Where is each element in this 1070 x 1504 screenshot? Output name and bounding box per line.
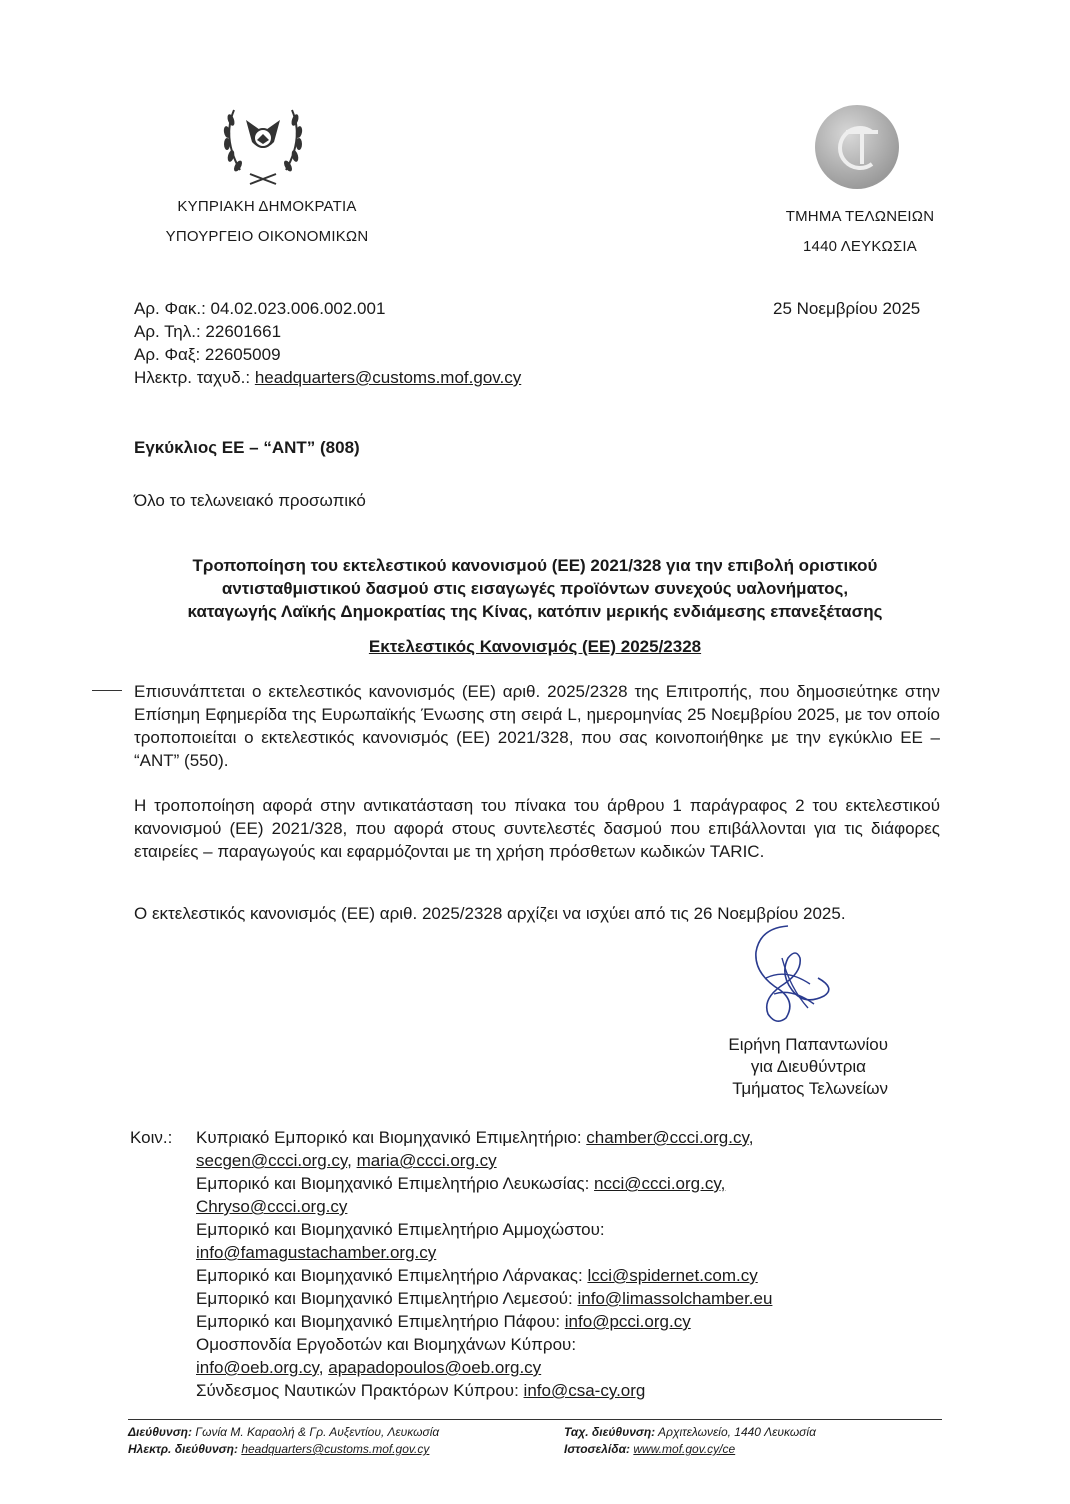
- cc-line: [196, 1310, 896, 1333]
- footer-postal-label: Ταχ. διεύθυνση:: [564, 1425, 656, 1439]
- subject-line-3: καταγωγής Λαϊκής Δημοκρατίας της Κίνας, κατόπιν μερικής ενδιάμεσης επανεξέτασης: [187, 602, 883, 621]
- signatory-department: Τμήματος Τελωνείων: [732, 1079, 888, 1098]
- file-number: Αρ. Φακ.: 04.02.023.006.002.001: [134, 299, 386, 318]
- cc-separator: ,: [318, 1358, 329, 1377]
- famagusta-email-link[interactable]: info@famagustachamber.org.cy: [196, 1243, 437, 1262]
- cc-line: [196, 1126, 896, 1149]
- oeb-apapadopoulos-email-link[interactable]: apapadopoulos@oeb.org.cy: [328, 1358, 542, 1377]
- cc-separator: ,: [748, 1128, 754, 1147]
- footer-address: [128, 1424, 548, 1441]
- ccci-maria-email-link[interactable]: maria@ccci.org.cy: [356, 1151, 497, 1170]
- paragraph-1: Επισυνάπτεται ο εκτελεστικός κανονισμός (ΕΕ) αριθ. 2025/2328 της Επιτροπής, που δημοσιεύτηκε στην Επίσημη Εφημερίδα της Ευρωπαϊκής Ένωσης στη σειρά L, ημερομηνίας 25 Νοεμβρίου 2025, με τον οποίο τροποποιείται ο εκτελεστικός κανονισμός (ΕΕ) 2021/328, που σας κοινοποιήθηκε με την εγκύκλιο ΕΕ – “ΑΝΤ” (550).: [134, 682, 940, 770]
- customs-logo-icon: [812, 102, 902, 192]
- recipient-line: Όλο το τελωνειακό προσωπικό: [134, 491, 366, 510]
- footer-divider: [128, 1419, 942, 1420]
- cc-line: [196, 1172, 896, 1195]
- handwritten-signature: [726, 918, 846, 1028]
- header-city: 1440 ΛΕΥΚΩΣΙΑ: [802, 238, 917, 255]
- letter-date: 25 Νοεμβρίου 2025: [773, 299, 921, 318]
- reference-block: [134, 297, 521, 389]
- footer-website-link[interactable]: www.mof.gov.cy/ce: [633, 1442, 736, 1456]
- cc-line: [196, 1287, 896, 1310]
- footer-postal-value: Αρχιτελωνείο, 1440 Λευκωσία: [655, 1425, 816, 1439]
- footer-address-value: Γωνία Μ. Καραολή & Γρ. Αυξεντίου, Λευκωσία: [191, 1425, 440, 1439]
- paragraph-3: Ο εκτελεστικός κανονισμός (ΕΕ) αριθ. 2025/2328 αρχίζει να ισχύει από τις 26 Νοεμβρίου 2025.: [134, 904, 846, 923]
- cc-line: [196, 1149, 896, 1172]
- cc-line: [196, 1379, 896, 1402]
- cc-line: [196, 1356, 896, 1379]
- header-republic: ΚΥΠΡΙΑΚΗ ΔΗΜΟΚΡΑΤΙΑ: [177, 198, 357, 215]
- cc-ccci: Κυπριακό Εμπορικό και Βιομηχανικό Επιμελητήριο:: [196, 1128, 587, 1147]
- signatory-name: Ειρήνη Παπαντωνίου: [728, 1035, 888, 1054]
- margin-mark: [92, 690, 122, 691]
- header-ministry: ΥΠΟΥΡΓΕΙΟ ΟΙΚΟΝΟΜΙΚΩΝ: [165, 228, 369, 245]
- circular-number: Εγκύκλιος ΕΕ – “ΑΝΤ” (808): [134, 438, 360, 457]
- subject-line-2: αντισταθμιστικού δασμού στις εισαγωγές προϊόντων συνεχούς υαλονήματος,: [221, 579, 849, 598]
- cc-nicosia-chamber: Εμπορικό και Βιομηχανικό Επιμελητήριο Λευκωσίας:: [196, 1174, 595, 1193]
- ccci-secgen-email-link[interactable]: secgen@ccci.org.cy: [196, 1151, 348, 1170]
- footer-website-label: Ιστοσελίδα:: [564, 1442, 631, 1456]
- email-line: [134, 366, 521, 389]
- cc-list: [196, 1126, 896, 1402]
- footer-left: [128, 1424, 548, 1458]
- csa-email-link[interactable]: info@csa-cy.org: [523, 1381, 646, 1400]
- oeb-info-email-link[interactable]: info@oeb.org.cy: [196, 1358, 319, 1377]
- regulation-title: Εκτελεστικός Κανονισμός (ΕΕ) 2025/2328: [368, 637, 702, 656]
- footer-right: [564, 1424, 944, 1458]
- cc-oeb: Ομοσπονδία Εργοδοτών και Βιομηχάνων Κύπρου:: [196, 1335, 577, 1354]
- headquarters-email-link[interactable]: headquarters@customs.mof.gov.cy: [254, 368, 522, 387]
- limassol-email-link[interactable]: info@limassolchamber.eu: [577, 1289, 773, 1308]
- regulation-heading: [80, 637, 990, 657]
- ncci-email-link[interactable]: ncci@ccci.org.cy,: [594, 1174, 726, 1193]
- footer-email-link[interactable]: headquarters@customs.mof.gov.cy: [241, 1442, 430, 1456]
- footer-email-label: Ηλεκτρ. διεύθυνση:: [128, 1442, 238, 1456]
- paragraph-2: Η τροποποίηση αφορά στην αντικατάσταση του πίνακα του άρθρου 1 παράγραφος 2 του εκτελεστικού κανονισμού (ΕΕ) 2021/328, που αφορά στους συντελεστές δασμού που επιβάλλονται για τις διάφορες εταιρείες – παραγωγούς και εφαρμόζονται με τη χρήση πρόσθετων κωδικών TARIC.: [134, 796, 940, 861]
- signature-block: [660, 1034, 888, 1100]
- cc-paphos-chamber: Εμπορικό και Βιομηχανικό Επιμελητήριο Πάφου:: [196, 1312, 565, 1331]
- footer-website: [564, 1441, 944, 1458]
- cc-larnaca-chamber: Εμπορικό και Βιομηχανικό Επιμελητήριο Λάρνακας:: [196, 1266, 588, 1285]
- cc-separator: ,: [347, 1151, 357, 1170]
- fax-number: Αρ. Φαξ: 22605009: [134, 345, 281, 364]
- ccci-chamber-email-link[interactable]: chamber@ccci.org.cy: [586, 1128, 749, 1147]
- paphos-email-link[interactable]: info@pcci.org.cy: [564, 1312, 691, 1331]
- cyprus-coat-of-arms-icon: [214, 98, 312, 190]
- subject-title: [80, 554, 990, 623]
- cc-limassol-chamber: Εμπορικό και Βιομηχανικό Επιμελητήριο Λεμεσού:: [196, 1289, 578, 1308]
- cc-famagusta-chamber: Εμπορικό και Βιομηχανικό Επιμελητήριο Αμμοχώστου:: [196, 1220, 605, 1239]
- cc-line: [196, 1333, 896, 1356]
- cc-line: [196, 1241, 896, 1264]
- cc-label: Κοιν.:: [130, 1128, 173, 1147]
- cc-line: [196, 1264, 896, 1287]
- footer-email: [128, 1441, 548, 1458]
- cc-line: [196, 1195, 896, 1218]
- footer-address-label: Διεύθυνση:: [128, 1425, 192, 1439]
- larnaca-email-link[interactable]: lcci@spidernet.com.cy: [587, 1266, 758, 1285]
- cc-line: [196, 1218, 896, 1241]
- email-label: Ηλεκτρ. ταχυδ.:: [134, 368, 255, 387]
- footer-postal: [564, 1424, 944, 1441]
- subject-line-1: Τροποποίηση του εκτελεστικού κανονισμού (ΕΕ) 2021/328 για την επιβολή οριστικού: [192, 556, 878, 575]
- signatory-capacity: για Διευθύντρια: [750, 1057, 866, 1076]
- header-customs-dept: ΤΜΗΜΑ ΤΕΛΩΝΕΙΩΝ: [785, 208, 935, 225]
- cc-shipping-agents: Σύνδεσμος Ναυτικών Πρακτόρων Κύπρου:: [196, 1381, 524, 1400]
- telephone-number: Αρ. Τηλ.: 22601661: [134, 322, 282, 341]
- chryso-email-link[interactable]: Chryso@ccci.org.cy: [196, 1197, 348, 1216]
